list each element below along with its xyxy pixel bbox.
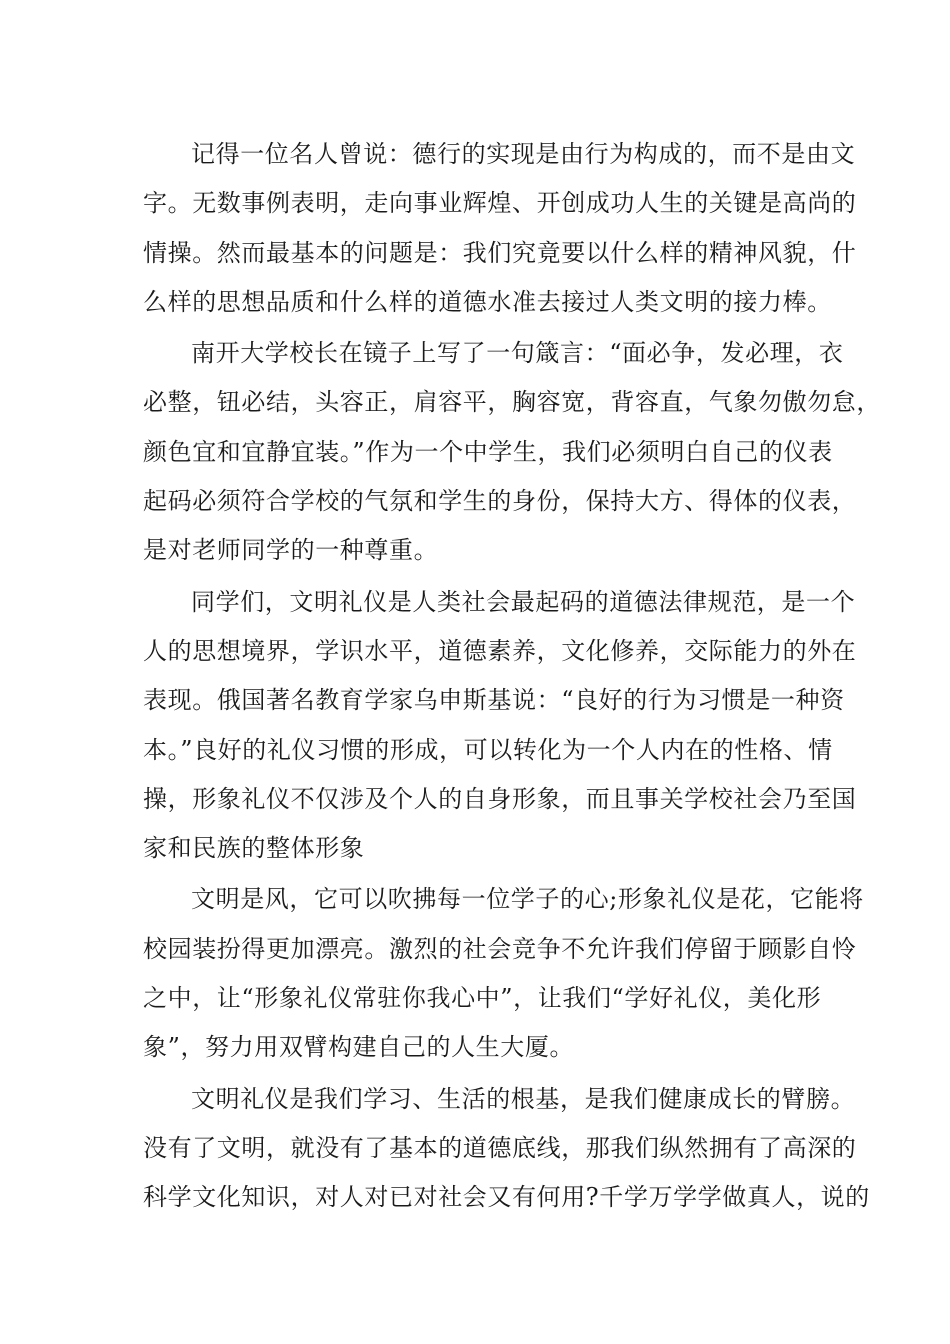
text-line: 情操。然而最基本的问题是：我们究竟要以什么样的精神风貌，什 bbox=[143, 238, 857, 267]
text-line: 起码必须符合学校的气氛和学生的身份，保持大方、得体的仪表， bbox=[143, 487, 857, 516]
text-line: 之中，让“形象礼仪常驻你我心中”，让我们“学好礼仪，美化形 bbox=[143, 984, 822, 1013]
text-line: 是对老师同学的一种尊重。 bbox=[143, 536, 439, 565]
text-line: 没有了文明，就没有了基本的道德底线，那我们纵然拥有了高深的 bbox=[143, 1133, 857, 1162]
text-line: 本。”良好的礼仪习惯的形成，可以转化为一个人内在的性格、情 bbox=[143, 735, 833, 764]
paragraph-3 bbox=[143, 578, 857, 874]
text-line: 南开大学校长在镜子上写了一句箴言：“面必争，发必理，衣 bbox=[191, 339, 844, 368]
text-line: 么样的思想品质和什么样的道德水准去接过人类文明的接力棒。 bbox=[143, 287, 832, 316]
text-line: 文明是风，它可以吹拂每一位学子的心;形象礼仪是花，它能将 bbox=[191, 885, 864, 914]
text-line: 家和民族的整体形象 bbox=[143, 834, 365, 863]
text-line: 同学们，文明礼仪是人类社会最起码的道德法律规范，是一个 bbox=[191, 587, 856, 616]
paragraph-2 bbox=[143, 329, 881, 575]
text-line: 操，形象礼仪不仅涉及个人的自身形象，而且事关学校社会乃至国 bbox=[143, 784, 857, 813]
text-line: 表现。俄国著名教育学家乌申斯基说：“良好的行为习惯是一种资 bbox=[143, 686, 845, 715]
text-line: 记得一位名人曾说：德行的实现是由行为构成的，而不是由文 bbox=[191, 140, 856, 168]
paragraph-4 bbox=[143, 875, 864, 1072]
text-line: 校园装扮得更加漂亮。激烈的社会竞争不允许我们停留于顾影自怜 bbox=[143, 934, 857, 963]
text-line: 字。无数事例表明，走向事业辉煌、开创成功人生的关键是高尚的 bbox=[143, 189, 857, 218]
document-body bbox=[143, 130, 881, 1225]
paragraph-1 bbox=[143, 130, 857, 327]
text-line: 文明礼仪是我们学习、生活的根基，是我们健康成长的臂膀。 bbox=[191, 1084, 856, 1113]
text-line: 象”，努力用双臂构建自己的人生大厦。 bbox=[143, 1033, 575, 1062]
text-line: 颜色宜和宜静宜装。”作为一个中学生，我们必须明白自己的仪表 bbox=[143, 437, 833, 466]
text-line: 科学文化知识，对人对已对社会又有何用?千学万学学做真人，说的 bbox=[143, 1183, 870, 1212]
text-line: 必整，钮必结，头容正，肩容平，胸容宽，背容直，气象勿傲勿怠， bbox=[143, 388, 881, 417]
text-line: 人的思想境界，学识水平，道德素养，文化修养，交际能力的外在 bbox=[143, 636, 857, 665]
paragraph-5 bbox=[143, 1075, 870, 1223]
